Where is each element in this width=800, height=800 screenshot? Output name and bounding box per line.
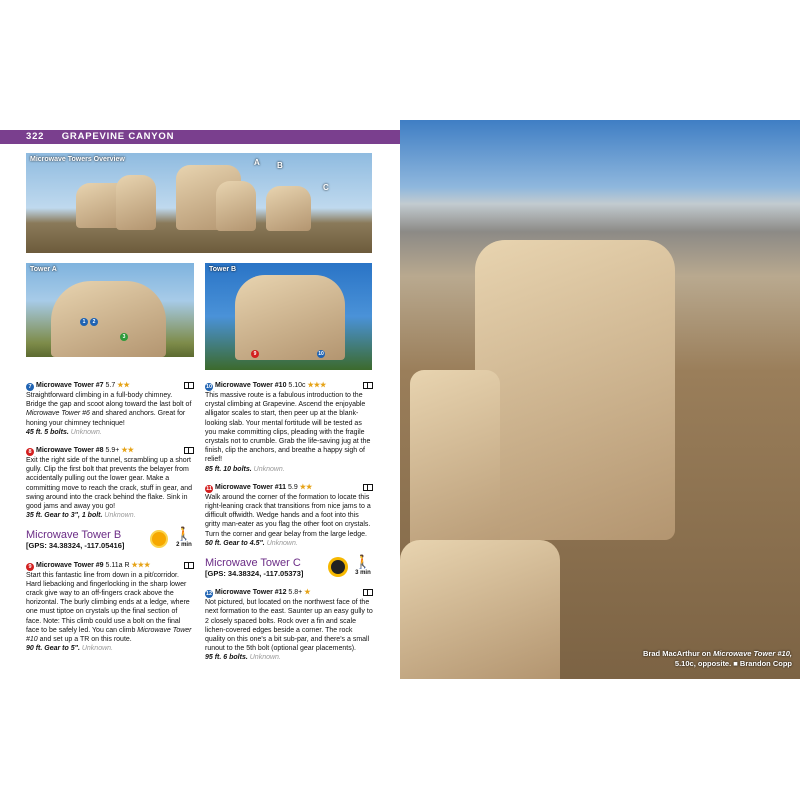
- route-entry: [26, 561, 194, 654]
- route-marker: 9: [251, 350, 259, 358]
- overview-label: Microwave Towers Overview: [30, 156, 125, 163]
- star-rating: ★★★: [307, 382, 327, 389]
- route-name: Microwave Tower #9: [36, 561, 104, 569]
- route-marker: 10: [318, 351, 324, 357]
- left-column: [26, 381, 194, 662]
- tower-b-photo: [205, 263, 372, 370]
- route-description: This massive route is a fabulous introduction to the crystal climbing at Grapevine. Ascend the enjoyable alligator scales to start, then peer up at the blank-looking slab. Your mental fortitude will be tested as you make committing clips, pleading with the fragile crystals not to crumble. Grab the life-saving jug at the finish, clip the anchors, and breathe a happy sigh of relief!: [205, 392, 371, 464]
- route-name: Microwave Tower #12: [215, 589, 287, 597]
- star-rating: ★: [304, 589, 311, 597]
- route-description: Exit the right side of the tunnel, scrambling up a short gully. Clip the first bolt that prevents the belayer from accidentally pulling out the lower gear. Make a committing move to reach the crack, stuff in gear, and swing around into the crack behind the flake. Sink in good jams and away you go!: [26, 457, 193, 511]
- route-meta: 50 ft. Gear to 4.5". Unknown.: [205, 539, 298, 547]
- photo-credit: Brandon Copp: [739, 659, 792, 668]
- route-meta: 95 ft. 6 bolts. Unknown.: [205, 654, 281, 662]
- gps-coordinates: [GPS: 34.38324, -117.05416]: [26, 541, 125, 551]
- route-grade: 5.8+: [288, 589, 303, 597]
- route-number-badge: 11: [206, 485, 212, 492]
- star-rating: ★★: [299, 483, 313, 491]
- section-tower-b: [26, 526, 194, 551]
- route-name: Microwave Tower #8: [36, 447, 104, 455]
- star-rating: ★★★: [131, 561, 151, 569]
- route-entry: [205, 381, 373, 474]
- approach-time: 🚶 3 min: [354, 554, 371, 577]
- right-column: [205, 381, 373, 672]
- route-entry: [205, 588, 373, 662]
- route-meta: 85 ft. 10 bolts. Unknown.: [205, 465, 285, 473]
- book-icon: [363, 484, 373, 491]
- section-tower-c: [205, 554, 373, 579]
- route-marker: 2: [90, 318, 98, 326]
- arrow-label-c: C: [323, 183, 329, 192]
- route-grade: 5.9+: [105, 447, 120, 455]
- walking-icon: 🚶: [354, 554, 371, 570]
- route-marker: 1: [80, 318, 88, 326]
- route-description: Not pictured, but located on the northwest face of the next formation to the east. Saunter up an easy gully to 2 closely spaced bolts. Rock over a fin and scale lichen-covered edges beside a corner. The rock quality on this one's a bit sub-par, and there's a small runout to the 5th bolt (optional gear placements).: [205, 599, 373, 653]
- chapter-title: GRAPEVINE CANYON: [61, 131, 175, 142]
- section-title: Microwave Tower C: [205, 557, 301, 570]
- route-meta: 35 ft. Gear to 3", 1 bolt. Unknown.: [26, 512, 136, 520]
- caption-text-2: 5.10c, opposite.: [674, 659, 732, 668]
- page-number: 322: [26, 131, 45, 142]
- chapter-header-bar: [0, 130, 400, 144]
- book-icon: [184, 382, 194, 389]
- route-description: Straightforward climbing in a full-body chimney. Bridge the gap and scoot along toward the last bolt of Microwave Tower #6 and shared anchors. Great for honing your chimney technique!: [26, 392, 192, 427]
- book-icon: [184, 447, 194, 454]
- overview-photo: [26, 153, 372, 253]
- section-title: Microwave Tower B: [26, 529, 122, 542]
- main-climbing-photo: [400, 120, 800, 679]
- route-grade: 5.7: [105, 382, 116, 389]
- route-marker: 3: [120, 333, 128, 341]
- route-number-badge: 9: [26, 563, 34, 571]
- caption-route: Microwave Tower #10,: [713, 649, 792, 658]
- shade-sun-icon: [331, 560, 345, 574]
- star-rating: ★★: [117, 382, 130, 389]
- route-grade: 5.11a R: [105, 561, 130, 569]
- route-meta: 90 ft. Gear to 5". Unknown.: [26, 645, 113, 653]
- route-grade: 5.9: [288, 483, 298, 491]
- tower-a-photo: [26, 263, 194, 357]
- caption-text: Brad MacArthur on: [643, 649, 714, 658]
- route-name: Microwave Tower #7: [36, 382, 104, 389]
- route-entry: [205, 483, 373, 548]
- arrow-label-b: B: [277, 161, 283, 170]
- walking-icon: 🚶: [175, 526, 192, 542]
- star-rating: ★★: [121, 447, 134, 455]
- tower-a-label: Tower A: [30, 266, 57, 273]
- book-icon: [363, 382, 373, 389]
- route-entry: [26, 381, 194, 437]
- route-number-badge: 7: [26, 383, 34, 391]
- route-name: Microwave Tower #10: [215, 382, 287, 389]
- book-icon: [184, 562, 194, 569]
- gps-coordinates: [GPS: 34.38324, -117.05373]: [205, 569, 304, 579]
- route-number-badge: 12: [205, 591, 213, 598]
- camera-icon: ■: [733, 659, 738, 668]
- photo-caption: [643, 649, 792, 669]
- arrow-label-a: A: [254, 158, 260, 167]
- route-meta: 45 ft. 5 bolts. Unknown.: [26, 428, 102, 436]
- approach-time: 🚶 2 min: [175, 526, 192, 549]
- route-description: Walk around the corner of the formation to locate this right-leaning crack that transitions from nice jams to a difficult offwidth. Wedge hands and a foot into this gritty man-eater as you flag the other foot on crystals. Turn the corner and gear belay from the large ledge.: [205, 493, 371, 538]
- tower-b-label: Tower B: [209, 266, 237, 273]
- book-icon: [363, 589, 373, 596]
- route-number-badge: 8: [26, 448, 34, 456]
- route-number-badge: 10: [205, 384, 213, 390]
- route-name: Microwave Tower #11: [215, 483, 287, 491]
- route-description: Start this fantastic line from down in a pit/corridor. Hard liebacking and fingerlocking in the sharp lower crack give way to an off-fingers crack above the horizontal. The burly climbing ends at a ledge, where one must tiptoe on crystals up the final section of face. Note: This climb could use a bolt on the final face to be safely led. You can climb Microwave Tower #10 and set up a TR on this route.: [26, 571, 192, 644]
- route-grade: 5.10c: [288, 382, 306, 389]
- route-entry: [26, 446, 194, 520]
